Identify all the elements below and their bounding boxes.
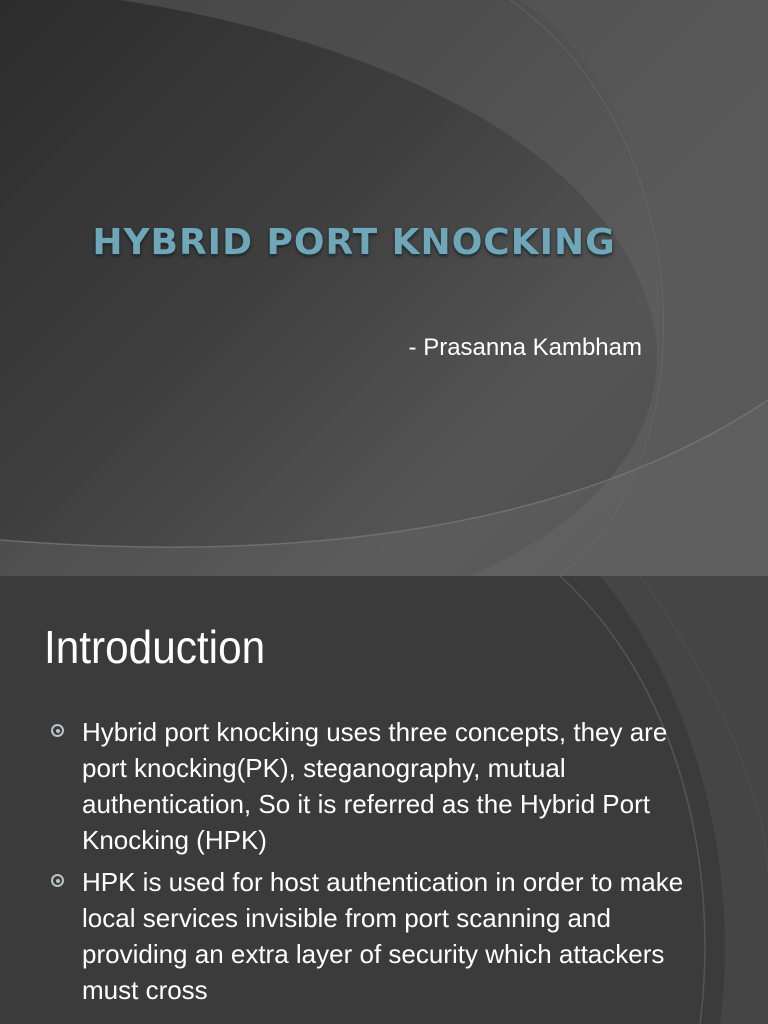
circle-bullet-icon xyxy=(51,874,64,887)
bullet-text: Hybrid port knocking uses three concepts, they are port knocking(PK), steganography, mutual authentication, So it is referred as the Hybrid Port Knocking (HPK) xyxy=(82,717,668,855)
introduction-slide xyxy=(0,576,768,1024)
bullet-item xyxy=(48,714,688,858)
bullet-list xyxy=(48,714,688,1014)
slide-subtitle: - Prasanna Kambham xyxy=(408,334,642,361)
circle-bullet-icon xyxy=(51,724,64,737)
bullet-text: HPK is used for host authentication in order to make local services invisible from port scanning and providing an extra layer of security which attackers must cross xyxy=(82,867,684,1005)
slide-title: HYBRID PORT KNOCKING xyxy=(92,222,616,263)
slide-heading: Introduction xyxy=(44,621,266,673)
bullet-item xyxy=(48,864,688,1008)
